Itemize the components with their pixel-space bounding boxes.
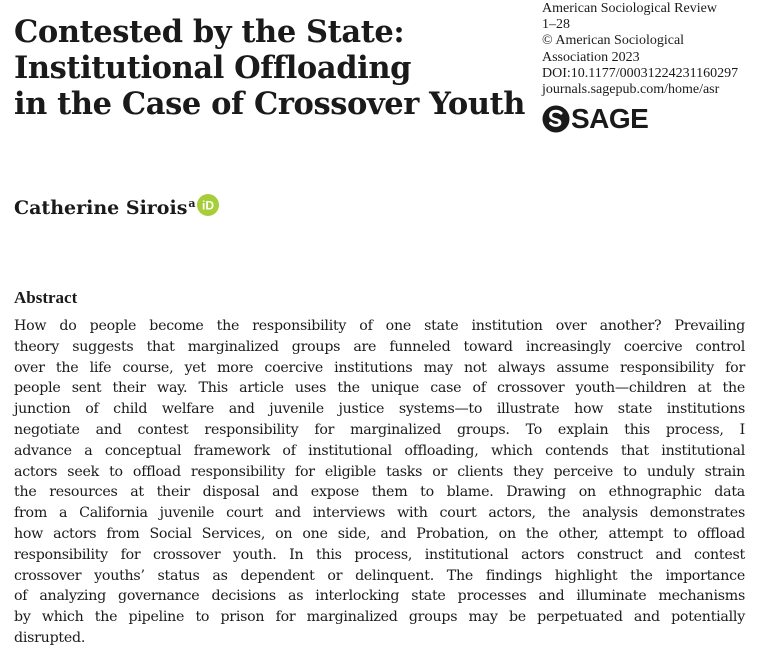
- journal-url[interactable]: journals.sagepub.com/home/asr: [542, 82, 720, 98]
- abstract-line: crossover youths’ status as dependent or delinquent. The findings highlight the importance: [14, 567, 745, 584]
- copyright-line: © American Sociological: [542, 33, 685, 49]
- affiliation-mark: a: [188, 197, 196, 210]
- abstract-line: people sent their way. This article uses the unique case of crossover youth—children at the: [14, 380, 745, 397]
- copyright-year: Association 2023: [542, 49, 640, 65]
- sage-circle-icon: [542, 105, 570, 133]
- abstract-line: junction of child welfare and juvenile justice systems—to illustrate how state institutions: [14, 401, 745, 418]
- author-name: Catherine Sirois: [14, 197, 188, 219]
- title-line: Institutional Offloading: [14, 50, 412, 86]
- title-line: in the Case of Crossover Youth: [14, 86, 526, 122]
- abstract-line: disrupted.: [14, 629, 86, 646]
- orcid-icon[interactable]: [197, 194, 219, 216]
- abstract-heading: Abstract: [14, 288, 78, 307]
- abstract-line: negotiate and contest responsibility for marginalized groups. To explain this process, I: [14, 421, 745, 438]
- abstract-line: How do people become the responsibility of one state institution over another? Prevailing: [14, 318, 745, 334]
- abstract-line: how actors from Social Services, on one side, and Probation, on the other, attempt to offload: [14, 525, 745, 542]
- abstract-line: from a California juvenile court and interviews with court actors, the analysis demonstrates: [14, 505, 745, 522]
- abstract-text: [14, 316, 745, 649]
- journal-meta: [542, 1, 764, 98]
- title-line: Contested by the State:: [14, 14, 405, 50]
- abstract-line: theory suggests that marginalized groups are funneled toward increasingly coercive control: [14, 338, 745, 355]
- author-line: [14, 196, 219, 220]
- page-range: 1–28: [542, 17, 570, 33]
- abstract-line: actors seek to offload responsibility for eligible tasks or clients they perceive to unduly strain: [14, 463, 745, 480]
- doi[interactable]: DOI:10.1177/00031224231160297: [542, 65, 739, 81]
- abstract-line: over the life course, yet more coercive institutions may not always assume responsibility for: [14, 359, 745, 376]
- abstract-line: advance a conceptual framework of institutional offloading, which contends that institutional: [14, 442, 745, 459]
- abstract-line: of analyzing governance decisions as interlocking state processes and illuminate mechanisms: [14, 588, 745, 605]
- article-title: [14, 14, 524, 122]
- abstract-line: the resources at their disposal and expose them to blame. Drawing on ethnographic data: [14, 484, 745, 501]
- sage-wordmark: SAGE: [571, 103, 649, 134]
- abstract-line: by which the pipeline to prison for marginalized groups may be perpetuated and potentially: [14, 609, 745, 626]
- abstract-line: responsibility for crossover youth. In this process, institutional actors construct and contest: [14, 546, 745, 563]
- sage-logo: [542, 104, 648, 134]
- svg-text:iD: iD: [201, 198, 214, 213]
- journal-name: American Sociological Review: [542, 1, 717, 16]
